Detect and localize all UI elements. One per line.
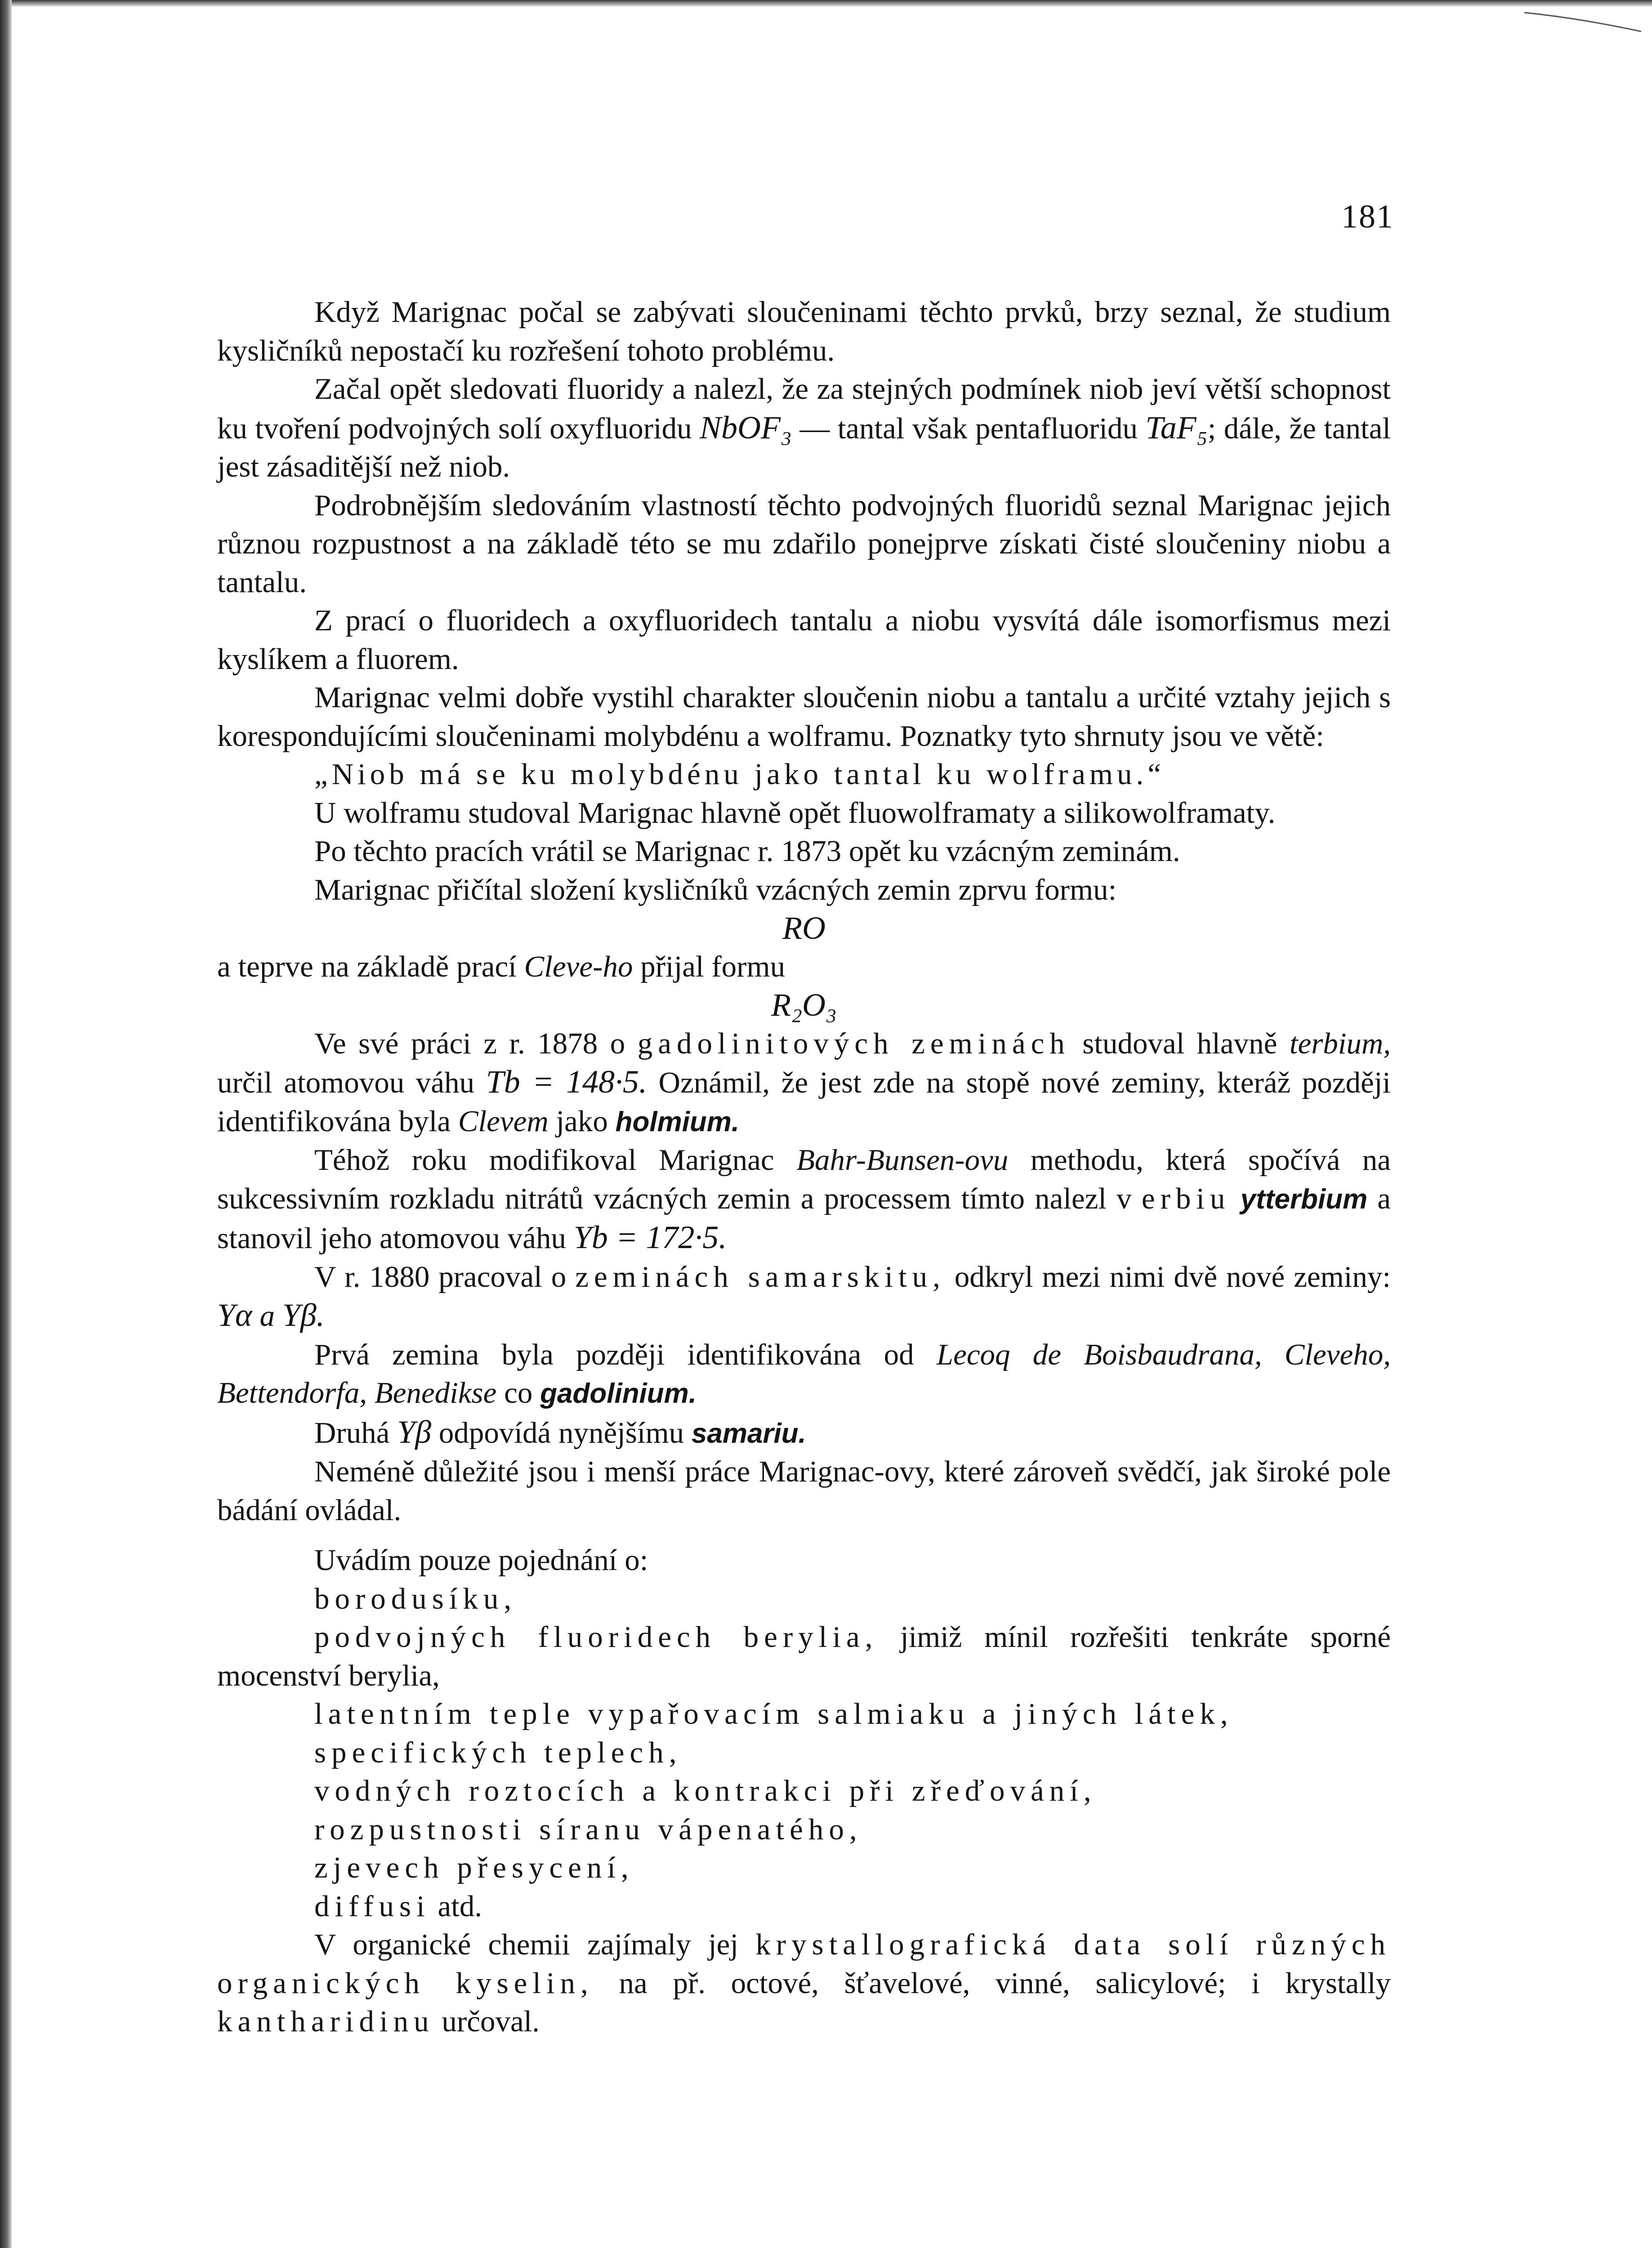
term-samarium: samariu.: [691, 1418, 806, 1449]
paragraph-16: Uvádím pouze pojednání o:: [314, 1543, 648, 1577]
paragraph-7: Po těchto pracích vrátil se Marignac r. 1873 opět ku vzácným zeminám.: [314, 834, 1180, 868]
term-holmium: holmium.: [615, 1106, 740, 1137]
paragraph-1: Když Marignac počal se zabývati sloučeninami těchto prvků, brzy seznal, že studium kysličníků nepostačí ku rozřešení tohoto problému.: [217, 295, 1391, 367]
paragraph-13: Prvá zemina byla později identifikována od Lecoq de Boisbaudrana, Cleveho, Bettendorfa, Benedikse co gadolinium.: [217, 1338, 1391, 1409]
scan-top-edge: [12, 0, 1652, 7]
list-item: borodusíku,: [314, 1582, 517, 1615]
scan-left-edge: [0, 0, 12, 2248]
list-item: specifických teplech,: [314, 1735, 682, 1769]
paragraph-15: Neméně důležité jsou i menší práce Marignac-ovy, které zároveň svědčí, jak široké pole bádání ovládal.: [217, 1455, 1391, 1527]
paragraph-17: V organické chemii zajímaly jej krystallografická data solí různých organických kyselin, na př. octové, šťavelové, vinné, salicylové; i krystally kantharidinu určoval.: [217, 1928, 1391, 2038]
list-item: latentním teple vypařovacím salmiaku a jiných látek,: [314, 1697, 1233, 1731]
paragraph-6: U wolframu studoval Marignac hlavně opět fluowolframaty a silikowolframaty.: [314, 796, 1276, 830]
paragraph-11: Téhož roku modifikoval Marignac Bahr-Bunsen-ovu methodu, která spočívá na sukcessivním rozkladu nitrátů vzácných zemin a processem tímto nalezl v erbiu ytterbium a stanovil jeho atomovou váhu Yb = 172·5.: [217, 1143, 1391, 1255]
paragraph-2: Začal opět sledovati fluoridy a nalezl, že za stejných podmínek niob jeví větší schopnost ku tvoření podvojných solí oxyfluoridu NbOF₃ — tantal však pentafluoridu TaF₅; dále, že tantal jest zásaditější než niob.: [217, 372, 1391, 483]
formula-r2o3: R₂O₃: [771, 987, 837, 1023]
list-item: vodných roztocích a kontrakci při zřeďování,: [314, 1774, 1097, 1807]
value-tb: Tb = 148·5.: [486, 1064, 647, 1100]
page-body: [217, 293, 1391, 2041]
paragraph-8: Marignac přičítal složení kysličníků vzácných zemin zprvu formu:: [314, 873, 1117, 906]
term-terbium: terbium,: [1289, 1026, 1391, 1060]
term-gadolinium: gadolinium.: [540, 1378, 697, 1409]
paragraph-9: a teprve na základě prací Cleve-ho přijal formu: [217, 950, 786, 983]
list-item: podvojných fluoridech berylia, jimiž mínil rozřešiti tenkráte sporné mocenství berylia,: [217, 1620, 1391, 1692]
page-number: 181: [1341, 198, 1394, 235]
formula-ro: RO: [782, 910, 826, 946]
list-item: zjevech přesycení,: [314, 1851, 634, 1884]
formula-nbof3: NbOF₃: [699, 409, 792, 446]
paragraph-5: Marignac velmi dobře vystihl charakter sloučenin niobu a tantalu a určité vztahy jejich s korespondujícími sloučeninami molybdénu a wolframu. Poznatky tyto shrnuty jsou ve větě:: [217, 681, 1391, 753]
paragraph-12: V r. 1880 pracoval o zeminách samarskitu, odkryl mezi nimi dvě nové zeminy: Yα a Yβ.: [217, 1260, 1391, 1333]
formula-taf5: TaF₅: [1145, 409, 1208, 446]
name-clevem: Clevem: [458, 1104, 549, 1138]
value-yb: Yb = 172·5.: [573, 1219, 727, 1255]
term-ytterbium: ytterbium: [1240, 1183, 1368, 1215]
list-item: diffusi atd.: [314, 1889, 482, 1923]
name-cleve: Cleve-ho: [524, 950, 633, 983]
scan-corner-mark: [1524, 9, 1641, 36]
paragraph-14: Druhá Yβ odpovídá nynějšímu samariu.: [314, 1414, 806, 1450]
paragraph-3: Podrobnějším sledováním vlastností těchto podvojných fluoridů seznal Marignac jejich různou rozpustnost a na základě této se mu zdařilo ponejprve získati čisté sloučeniny niobu a tantalu.: [217, 488, 1391, 599]
quote-niob: „Niob má se ku molybdénu jako tantal ku wolframu.“: [314, 758, 1165, 791]
names-chemists: Lecoq de Boisbaudrana, Cleveho, Bettendorfa, Benedikse: [217, 1338, 1391, 1409]
list-item: rozpustnosti síranu vápenatého,: [314, 1812, 862, 1846]
paragraph-4: Z prací o fluoridech a oxyfluoridech tantalu a niobu vysvítá dále isomorfismus mezi kyslíkem a fluorem.: [217, 604, 1391, 676]
paragraph-10: Ve své práci z r. 1878 o gadolinitových zeminách studoval hlavně terbium, určil atomovou váhu Tb = 148·5. Oznámil, že jest zde na stopě nové zeminy, kteráž později identifikována byla Clevem jako holmium.: [217, 1026, 1391, 1138]
name-bahr-bunsen: Bahr-Bunsen-ovu: [796, 1143, 1009, 1177]
